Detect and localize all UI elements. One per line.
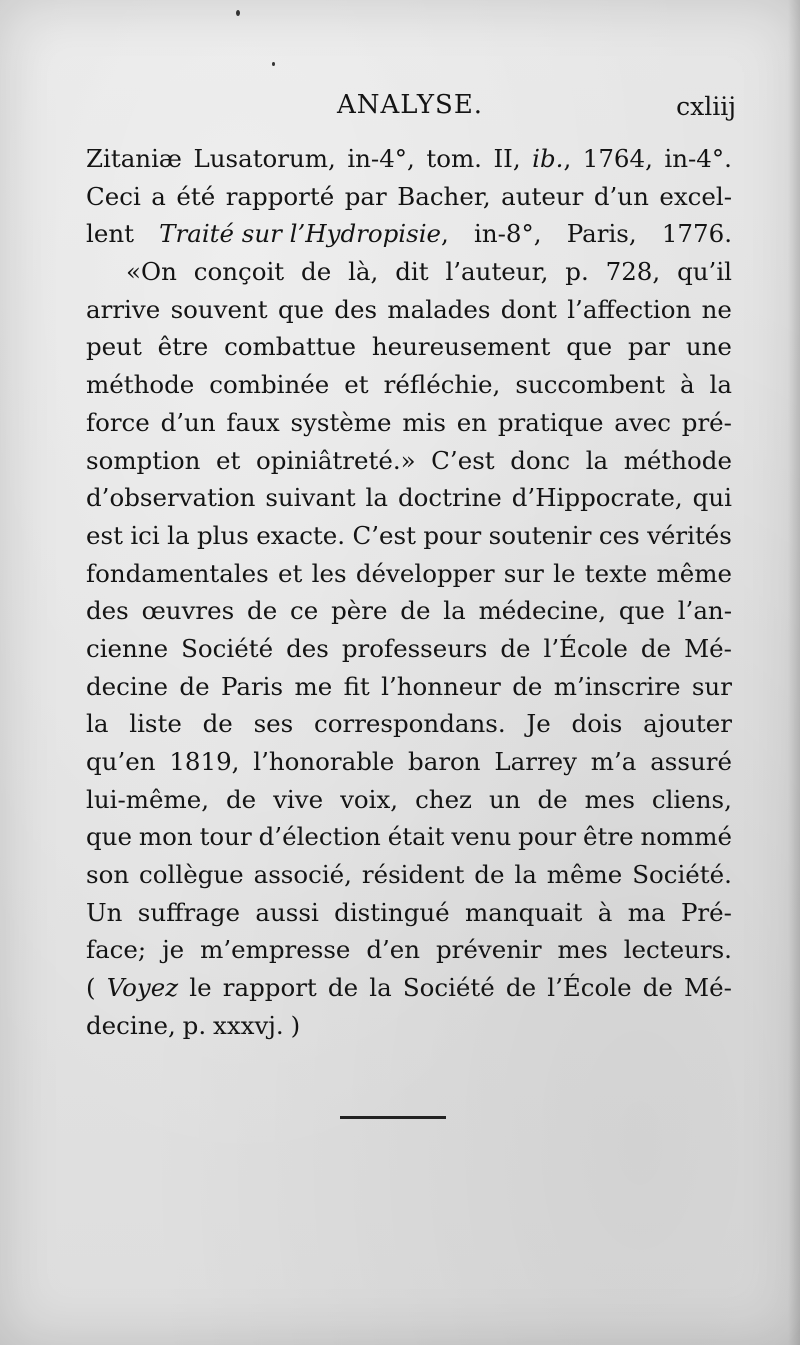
- text-line: [86, 140, 732, 178]
- word: Bacher,: [397, 181, 491, 211]
- word: d’Hippocrate,: [511, 483, 683, 513]
- word: des: [86, 596, 129, 626]
- word: donc: [510, 445, 571, 475]
- word: ce: [290, 596, 319, 626]
- word: Un: [86, 897, 123, 927]
- word: Société: [402, 973, 495, 1003]
- text-line: [86, 215, 732, 253]
- word: sur: [691, 671, 732, 701]
- word: lent: [86, 219, 134, 249]
- word: liste: [129, 709, 182, 739]
- body-text: [86, 140, 732, 1045]
- text-line: [86, 743, 732, 781]
- word: la: [86, 709, 109, 739]
- word: Je: [526, 709, 551, 739]
- word: été: [176, 181, 216, 211]
- word: faux: [226, 407, 280, 437]
- word: pratique: [497, 407, 604, 437]
- word: à: [679, 370, 695, 400]
- word: 1764,: [582, 144, 653, 173]
- word: l’École: [543, 633, 628, 663]
- word: la: [585, 445, 609, 475]
- word: lui-même,: [86, 784, 209, 814]
- word: la: [443, 596, 466, 626]
- word: que: [86, 822, 132, 852]
- word: et: [216, 445, 241, 475]
- word: la: [709, 370, 732, 400]
- text-line: [86, 894, 732, 932]
- word: ): [290, 1010, 301, 1040]
- word: in-8°,: [474, 219, 542, 249]
- word: C’est: [352, 520, 416, 550]
- word: correspondans.: [314, 709, 506, 739]
- word: chez: [415, 784, 472, 814]
- word: «On: [126, 257, 177, 287]
- word: réfléchie,: [383, 370, 501, 400]
- word: Lusatorum,: [193, 144, 336, 173]
- word: la: [365, 483, 388, 513]
- word: était: [387, 822, 445, 852]
- word: ses: [253, 709, 294, 739]
- word: et: [344, 370, 369, 400]
- word: que: [618, 596, 665, 626]
- word: II,: [493, 144, 521, 173]
- word: cliens,: [651, 784, 732, 814]
- word: l’affection: [567, 294, 692, 324]
- word: l’honneur: [381, 671, 501, 701]
- word: d’observation: [86, 483, 256, 513]
- word: 728,: [605, 257, 661, 287]
- word: associé,: [253, 860, 352, 890]
- word: dois: [571, 709, 623, 739]
- word: être: [157, 332, 209, 362]
- word: heureusement: [371, 332, 551, 362]
- word: et: [278, 558, 303, 588]
- word: Pré-: [680, 897, 732, 927]
- page-header: [84, 90, 736, 130]
- word: peut: [86, 332, 142, 362]
- word: Zitaniæ: [86, 144, 182, 173]
- word: Société.: [632, 860, 732, 890]
- text-line: [86, 668, 732, 706]
- word: m’a: [590, 747, 637, 776]
- word: baron: [408, 747, 481, 776]
- word: la: [514, 860, 537, 890]
- word: l’École: [547, 973, 632, 1003]
- word: cienne: [86, 633, 169, 663]
- word: l’auteur,: [445, 257, 549, 287]
- text-line: [86, 818, 732, 856]
- ink-speck: [236, 10, 240, 16]
- word: m’empresse: [200, 935, 351, 965]
- word: decine: [86, 671, 169, 701]
- word: qui: [692, 483, 732, 513]
- word: d’en: [366, 935, 421, 965]
- word: de: [225, 784, 257, 814]
- word: 1819,: [169, 747, 240, 776]
- word: je: [162, 935, 185, 965]
- word: ne: [701, 294, 732, 324]
- word: résident: [361, 860, 465, 890]
- text-line: [86, 178, 732, 216]
- word: souvent: [170, 294, 268, 324]
- word: decine,: [86, 1010, 176, 1040]
- word: là,: [348, 257, 379, 287]
- word: de: [202, 709, 233, 739]
- word: des: [334, 294, 378, 324]
- word: est: [86, 520, 123, 550]
- word: de: [505, 973, 537, 1003]
- text-line: [86, 253, 732, 291]
- word: aussi: [255, 897, 319, 927]
- word: de: [301, 257, 332, 287]
- word: œuvres: [141, 596, 235, 626]
- word: de: [327, 973, 359, 1003]
- word: plus: [197, 520, 249, 550]
- word: venu: [451, 822, 512, 852]
- word: exacte.: [256, 520, 346, 550]
- word: succombent: [515, 370, 665, 400]
- word: qu’en: [86, 747, 156, 776]
- word: in-4°,: [347, 144, 415, 173]
- word: voix,: [340, 784, 399, 814]
- word: rapport: [222, 973, 317, 1003]
- word: Voyez: [106, 973, 179, 1003]
- text-line: [86, 366, 732, 404]
- text-line: [86, 856, 732, 894]
- word: vive: [273, 784, 324, 814]
- word: d’un: [593, 181, 649, 211]
- text-line: [86, 479, 732, 517]
- word: malades: [387, 294, 491, 324]
- word: combattue: [224, 332, 357, 362]
- word: avec: [614, 407, 671, 437]
- word: même: [546, 860, 623, 890]
- word: d’élection: [258, 822, 381, 852]
- word: ici: [130, 520, 160, 550]
- word: de: [400, 596, 431, 626]
- word: Paris,: [566, 219, 637, 249]
- word: arrive: [86, 294, 161, 324]
- word: développer: [355, 558, 495, 588]
- word: p.: [565, 257, 589, 287]
- word: force: [86, 407, 150, 437]
- word: assuré: [650, 747, 732, 776]
- word: que: [277, 294, 324, 324]
- text-line: [86, 969, 732, 1007]
- text-line: [86, 404, 732, 442]
- word: de: [247, 596, 278, 626]
- text-line: [86, 931, 732, 969]
- word: de: [500, 633, 531, 663]
- word: méthode: [86, 370, 195, 400]
- word: système: [290, 407, 392, 437]
- word: d’un: [160, 407, 216, 437]
- word: C’est: [431, 445, 495, 475]
- text-line: [86, 781, 732, 819]
- word: des: [286, 633, 329, 663]
- word: sur: [503, 558, 544, 588]
- word: me: [294, 671, 333, 701]
- word: l’an-: [677, 596, 732, 626]
- word: de: [640, 633, 672, 663]
- word: le: [189, 973, 212, 1003]
- word: de: [179, 671, 210, 701]
- word: tour: [199, 822, 252, 852]
- word: Mé-: [684, 973, 732, 1003]
- word: l’honorable: [253, 747, 395, 776]
- word: dont: [500, 294, 557, 324]
- word: pour: [423, 520, 482, 550]
- word: dit: [395, 257, 429, 287]
- word: fondamentales: [86, 558, 269, 588]
- word: ces: [598, 520, 640, 550]
- word: son: [86, 860, 130, 890]
- ink-speck: [272, 62, 275, 66]
- word: de: [537, 784, 568, 814]
- page-edge-shadow: [788, 0, 800, 1345]
- word: en: [456, 407, 488, 437]
- word: Paris: [220, 671, 284, 701]
- word: pour: [518, 822, 577, 852]
- word: doctrine: [397, 483, 502, 513]
- word: in-4°.: [664, 144, 732, 173]
- text-line: [86, 291, 732, 329]
- word: qu’il: [677, 257, 732, 287]
- word: suivant: [265, 483, 356, 513]
- word: p.: [182, 1010, 207, 1040]
- word: de: [474, 860, 505, 890]
- word: Ceci: [86, 181, 141, 211]
- word: lecteurs.: [623, 935, 732, 965]
- word: fit: [343, 671, 370, 701]
- page-number: cxliij: [676, 92, 736, 121]
- word: que: [566, 332, 613, 362]
- word: pré-: [681, 407, 732, 437]
- word: nommé: [640, 822, 732, 852]
- word: suffrage: [137, 897, 241, 927]
- word: Société: [181, 633, 274, 663]
- word: à: [597, 897, 613, 927]
- word: prévenir: [436, 935, 542, 965]
- word: de: [642, 973, 673, 1003]
- word: rapporté: [225, 181, 335, 211]
- word: face;: [86, 935, 147, 965]
- word: m’inscrire: [553, 671, 681, 701]
- word: combinée: [209, 370, 330, 400]
- word: distingué: [334, 897, 450, 927]
- word: médecine,: [478, 596, 607, 626]
- word: une: [685, 332, 732, 362]
- text-line: [86, 592, 732, 630]
- word: ajouter: [643, 709, 732, 739]
- word: texte: [584, 558, 648, 588]
- word: les: [311, 558, 347, 588]
- text-line: [86, 442, 732, 480]
- word: vérités: [647, 520, 732, 550]
- word: être: [583, 822, 634, 852]
- word: tom.: [426, 144, 482, 173]
- word: excel-: [659, 181, 732, 211]
- word: mis: [402, 407, 446, 437]
- section-rule: [340, 1116, 446, 1119]
- word: (: [86, 973, 96, 1003]
- word: mes: [557, 935, 608, 965]
- text-line: [86, 705, 732, 743]
- word: de: [512, 671, 543, 701]
- word: Larrey: [494, 747, 577, 776]
- word: même: [656, 558, 732, 588]
- text-line: [86, 630, 732, 668]
- text-line: [86, 1007, 732, 1045]
- word: mon: [138, 822, 193, 852]
- word: mes: [584, 784, 635, 814]
- word: ma: [627, 897, 666, 927]
- word: le: [553, 558, 576, 588]
- word: par: [628, 332, 671, 362]
- word: méthode: [623, 445, 732, 475]
- text-line: [86, 328, 732, 366]
- word: manquait: [465, 897, 583, 927]
- word: opiniâtreté.»: [255, 445, 416, 475]
- running-title: ANALYSE.: [336, 90, 484, 120]
- word: xxxvj.: [213, 1010, 284, 1040]
- word: somption: [86, 445, 201, 475]
- word: collègue: [139, 860, 244, 890]
- word: la: [369, 973, 392, 1003]
- word: professeurs: [341, 633, 488, 663]
- text-line: [86, 555, 732, 593]
- word: par: [344, 181, 387, 211]
- word: soutenir: [488, 520, 592, 550]
- word: père: [331, 596, 388, 626]
- word: a: [151, 181, 166, 211]
- word: un: [488, 784, 521, 814]
- word: Mé-: [684, 633, 732, 663]
- word: Traité sur l’Hydropisie,: [159, 219, 449, 249]
- word: auteur: [501, 181, 584, 211]
- word: conçoit: [193, 257, 285, 287]
- word: la: [167, 520, 190, 550]
- word: ib.,: [532, 144, 572, 173]
- word: 1776.: [661, 219, 732, 249]
- text-line: [86, 517, 732, 555]
